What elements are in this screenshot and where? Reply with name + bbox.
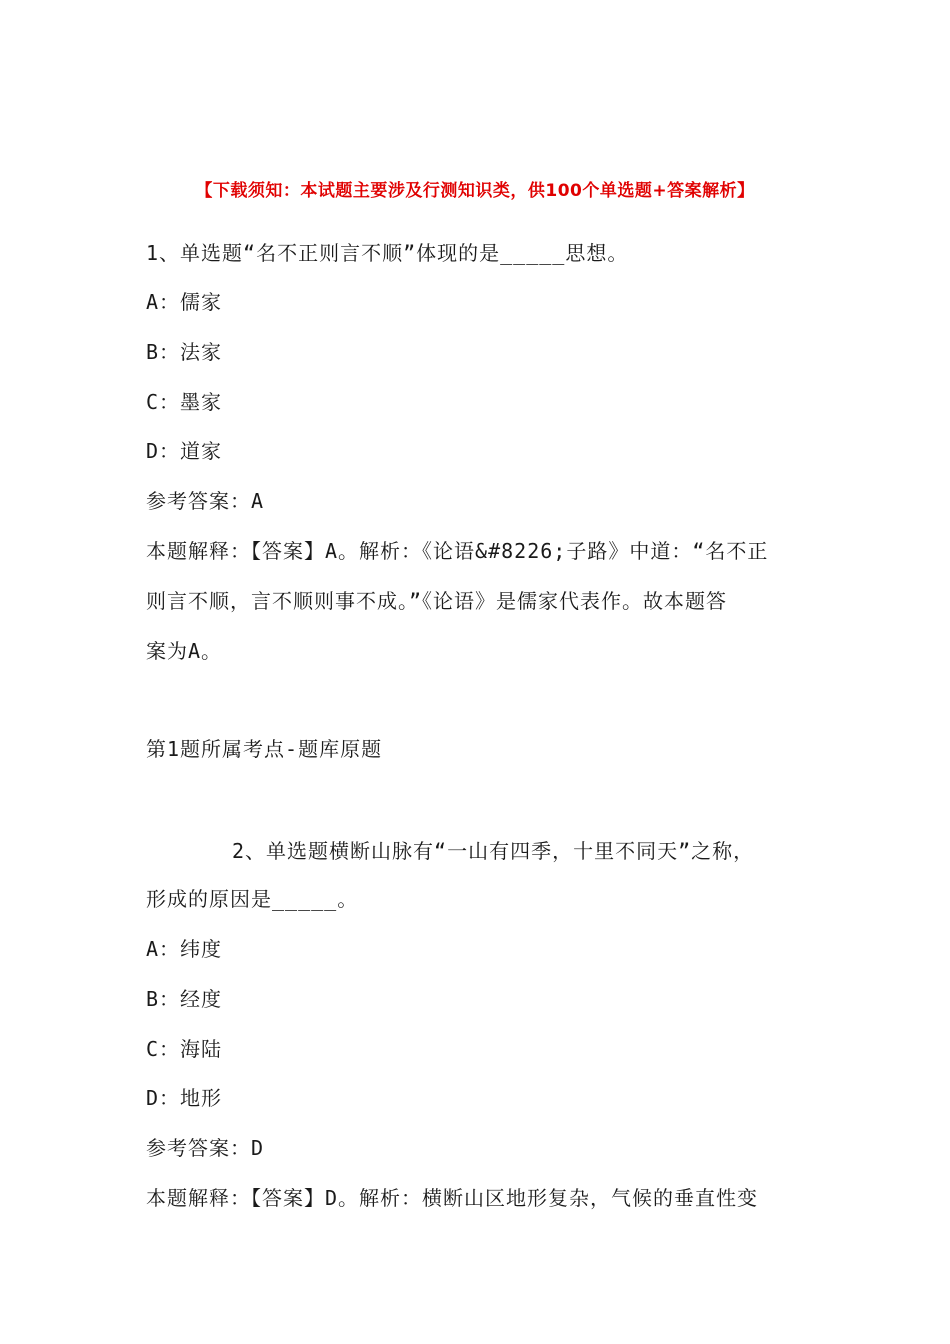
question-2-option-b: B：经度 xyxy=(146,987,223,1011)
question-1-explanation-line-1: 本题解释：【答案】A。解析：《论语&#8226;子路》中道：“名不正 xyxy=(146,539,769,563)
question-1-answer: 参考答案：A xyxy=(146,489,265,513)
question-1-explanation-line-2: 则言不顺，言不顺则事不成。”《论语》是儒家代表作。故本题答 xyxy=(146,589,728,613)
question-1-topic: 第1题所属考点-题库原题 xyxy=(146,737,383,761)
question-1-option-c: C：墨家 xyxy=(146,390,223,414)
question-2-stem-line-2: 形成的原因是_____。 xyxy=(146,887,359,911)
question-1-explanation-line-3: 案为A。 xyxy=(146,639,223,663)
question-1-option-b: B：法家 xyxy=(146,340,223,364)
question-2-answer: 参考答案：D xyxy=(146,1136,265,1160)
question-2-explanation-line-1: 本题解释：【答案】D。解析：横断山区地形复杂，气候的垂直性变 xyxy=(146,1186,759,1210)
question-2-option-c: C：海陆 xyxy=(146,1037,223,1061)
question-2-option-d: D：地形 xyxy=(146,1086,223,1110)
question-2-stem-line-1: 2、单选题横断山脉有“一山有四季，十里不同天”之称， xyxy=(232,839,755,863)
question-1-stem: 1、单选题“名不正则言不顺”体现的是_____思想。 xyxy=(146,241,629,265)
question-2-option-a: A：纬度 xyxy=(146,937,223,961)
download-notice: 【下载须知：本试题主要涉及行测知识类，供100个单选题+答案解析】 xyxy=(195,181,755,201)
question-1-option-d: D：道家 xyxy=(146,439,223,463)
question-1-option-a: A：儒家 xyxy=(146,290,223,314)
